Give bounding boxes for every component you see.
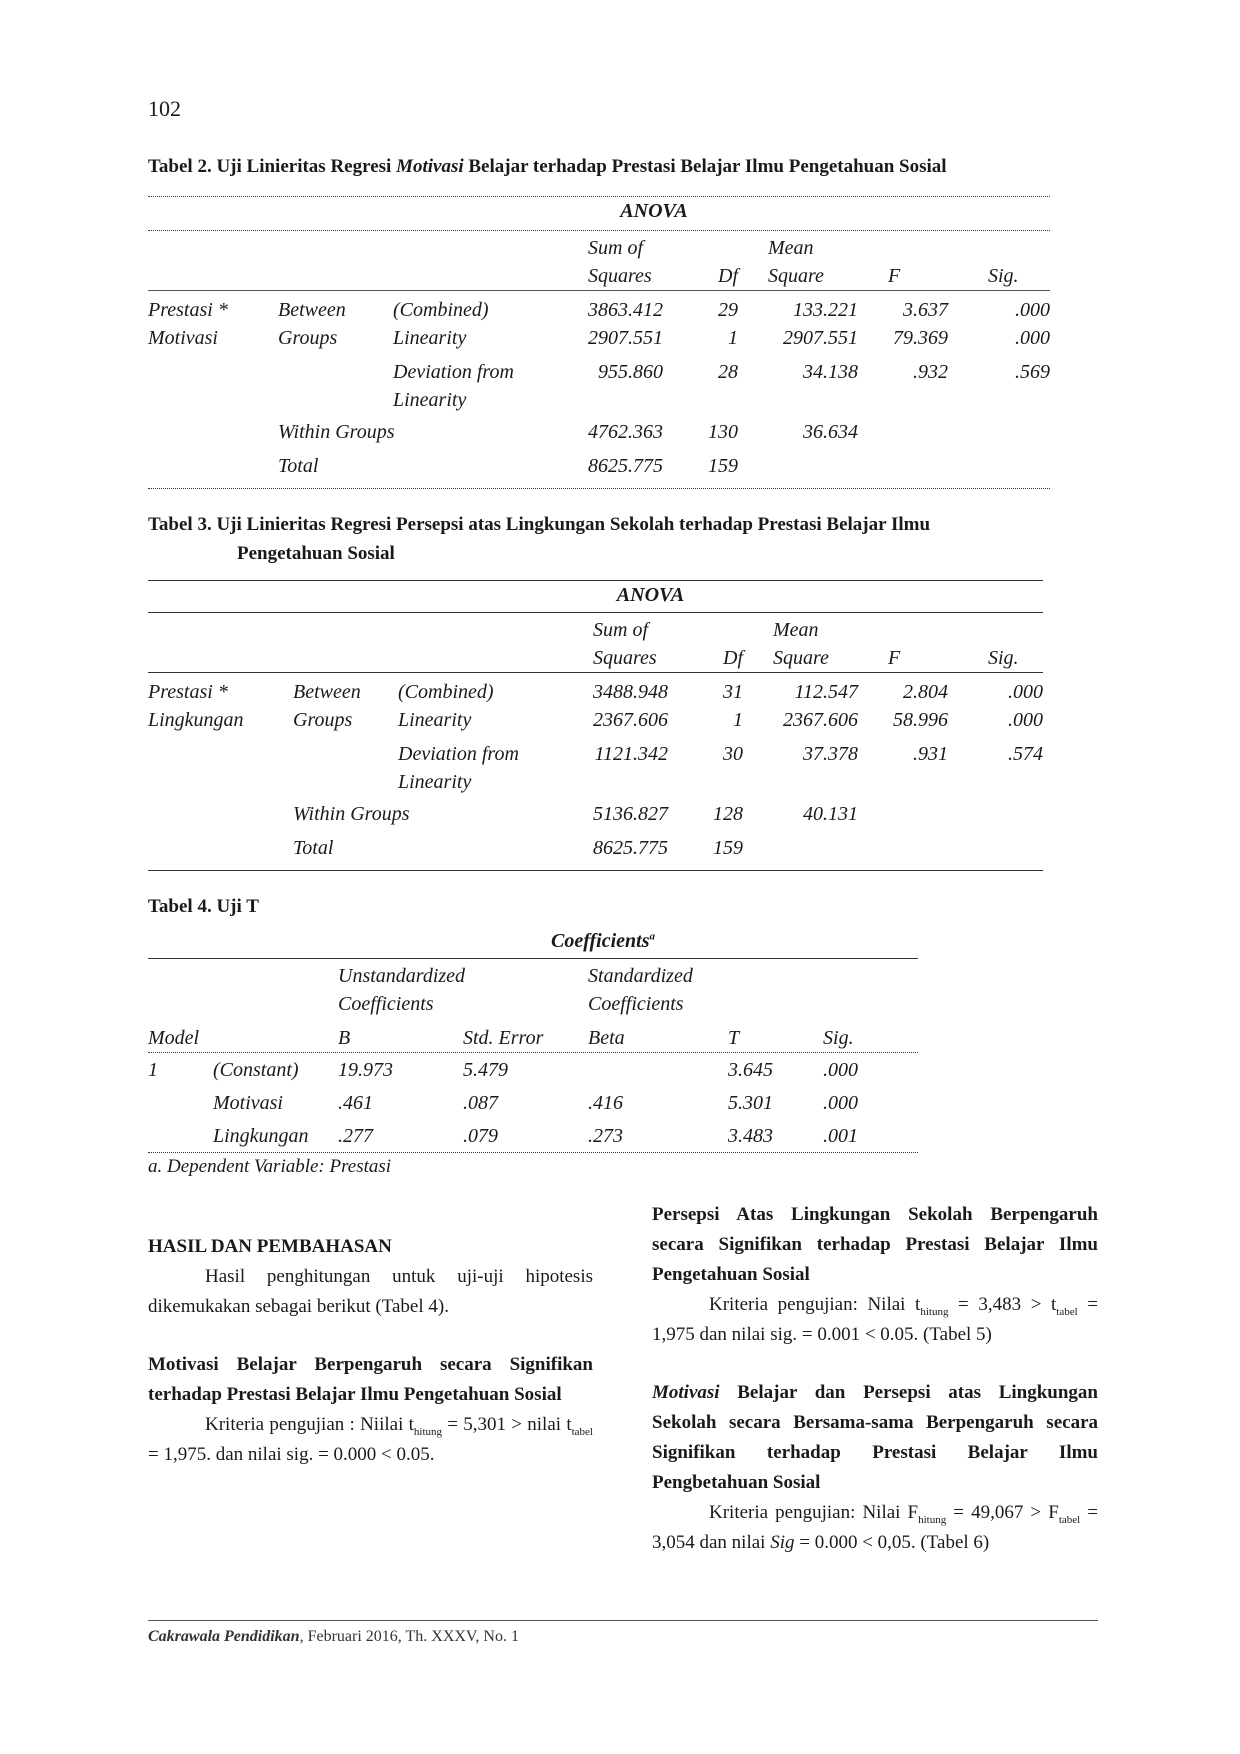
table-row: Linearity 2907.551 1 2907.551 79.369 .000: [393, 327, 1050, 349]
table-row: Prestasi * Motivasi Between Groups (Combined) 3863.412 29 133.221 3.637 .000: [148, 296, 1050, 324]
table-row: Prestasi * Lingkungan Between Groups (Combined) 3488.948 31 112.547 2.804 .000: [148, 678, 1043, 706]
table2-anova: [148, 200, 1050, 223]
table-row: Lingkungan .277 .079 .273 3.483 .001: [213, 1125, 858, 1147]
table3-caption: Tabel 3. Uji Linieritas Regresi Persepsi atas Lingkungan Sekolah terhadap Prestasi Belajar Ilmu Pengetahuan Sosial: [148, 514, 931, 564]
issue-info: , Februari 2016, Th. XXXV, No. 1: [299, 1628, 519, 1645]
table3-top-rule: [148, 580, 1043, 581]
footer-rule: [148, 1620, 1098, 1621]
header-std-error: Std. Error: [463, 1027, 544, 1049]
subheading-persepsi: Persepsi Atas Lingkungan Sekolah Berpengaruh secara Signifikan terhadap Prestasi Belajar Ilmu Pengetahuan Sosial: [652, 1204, 1098, 1285]
header-b: B: [338, 1027, 351, 1049]
table3-anova: [148, 584, 1043, 607]
table3-body: [148, 678, 1043, 862]
right-column: [652, 1200, 1098, 1558]
header-standardized: Standardized Coefficients: [588, 965, 693, 1015]
table3-grid: [148, 616, 1043, 672]
page-number: 102: [148, 96, 181, 121]
table-row: Within Groups 5136.827 128 40.131: [293, 803, 858, 825]
table3-bottom-rule: [148, 870, 1043, 871]
table4-caption: Tabel 4. Uji T: [148, 896, 259, 917]
header-sig: Sig.: [988, 265, 1019, 287]
header-df: Df: [723, 647, 743, 669]
group-label: Between Groups: [278, 299, 346, 349]
header-unstandardized: Unstandardized Coefficients: [338, 965, 466, 1015]
table4-bottom-rule: [148, 1152, 918, 1153]
table2-caption: Tabel 2. Uji Linieritas Regresi Motivasi Belajar terhadap Prestasi Belajar Ilmu Pengetahuan Sosial: [148, 156, 947, 177]
table2-body: [148, 296, 1050, 480]
table3-header-rule: [148, 672, 1043, 673]
header-sig: Sig.: [823, 1027, 854, 1049]
footer: [148, 1628, 519, 1646]
header-sig: Sig.: [988, 647, 1019, 669]
paragraph-intro: Hasil penghitungan untuk uji-uji hipotesis dikemukakan sebagai berikut (Tabel 4).: [148, 1266, 593, 1317]
header-f: F: [888, 265, 901, 287]
left-column: [148, 1232, 593, 1470]
table-row: Motivasi .461 .087 .416 5.301 .000: [213, 1092, 858, 1114]
table2-header-row: [148, 234, 1050, 290]
table-row: Deviation from Linearity 1121.342 30 37.378 .931 .574: [398, 743, 1043, 793]
table4-body: [148, 1056, 918, 1155]
table3-header-row: [148, 616, 1043, 672]
row-label: Prestasi * Lingkungan: [148, 681, 244, 731]
paragraph-motivasi: Kriteria pengujian : Niilai $t_{hitung} = 5,301$ > nilai $t_{tabel} = 1,975$. dan nilai sig. = 0.000 < 0.05.: [148, 1414, 593, 1465]
header-sum-of-squares: Sum of Squares: [588, 237, 652, 287]
table-row: Linearity 2367.606 1 2367.606 58.996 .000: [398, 709, 1043, 731]
header-mean-square: Mean Square: [768, 237, 824, 287]
table3-title: ANOVA: [616, 584, 685, 606]
table4-grid: [148, 962, 918, 1052]
table4-group-header-row: [148, 962, 918, 1018]
journal-name: Cakrawala Pendidikan: [148, 1628, 300, 1645]
paragraph-bersama: Kriteria pengujian: Nilai $F_{hitung} = 49,067 > F_{tabel} = 3,054$ dan nilai Sig = 0.000 < 0,05. (Tabel 6): [652, 1502, 1099, 1553]
header-beta: Beta: [588, 1027, 625, 1049]
header-f: F: [888, 647, 901, 669]
table2-grid: [148, 234, 1050, 290]
table-row: Total 8625.775 159: [293, 837, 743, 859]
table-row: Total 8625.775 159: [278, 455, 738, 477]
header-model: Model: [148, 1027, 200, 1049]
table2-top-rule: [148, 196, 1050, 197]
table4-top-rule: [148, 958, 918, 959]
table3-title-rule: [148, 612, 1043, 613]
table4-footnote: a. Dependent Variable: Prestasi: [148, 1156, 392, 1177]
row-label: Prestasi * Motivasi: [148, 299, 228, 349]
group-label: Between Groups: [293, 681, 361, 731]
header-df: Df: [718, 265, 738, 287]
section-heading-hasil: HASIL DAN PEMBAHASAN: [148, 1236, 392, 1257]
header-sum-of-squares: Sum of Squares: [593, 619, 657, 669]
subheading-motivasi: Motivasi Belajar Berpengaruh secara Signifikan terhadap Prestasi Belajar Ilmu Pengetahuan Sosial: [148, 1354, 593, 1405]
header-mean-square: Mean Square: [773, 619, 829, 669]
subheading-bersama: Motivasi Belajar dan Persepsi atas Lingkungan Sekolah secara Bersama-sama Berpengaruh secara Signifikan terhadap Prestasi Belajar Ilmu Pengbetahuan Sosial: [652, 1382, 1098, 1493]
table-row: 1 (Constant) 19.973 5.479 3.645 .000: [148, 1056, 918, 1089]
table4-header-rule: [148, 1052, 918, 1053]
table2-bottom-rule: [148, 488, 1050, 489]
header-t: T: [728, 1027, 740, 1049]
table-row: Within Groups 4762.363 130 36.634: [278, 421, 858, 443]
model-number: 1: [148, 1059, 158, 1081]
table4-title: Coefficients$^a$: [550, 930, 655, 952]
table4-header-row: [148, 1018, 918, 1052]
table-row: Deviation from Linearity 955.860 28 34.138 .932 .569: [393, 361, 1050, 411]
table2-header-rule: [148, 290, 1050, 291]
paragraph-persepsi: Kriteria pengujian: Nilai $t_{hitung} = 3,483 > t_{tabel} = 1,975$ dan nilai sig. = 0.001 < 0.05. (Tabel 5): [652, 1294, 1098, 1345]
table2-title: ANOVA: [620, 200, 688, 222]
table2-title-rule: [148, 230, 1050, 231]
